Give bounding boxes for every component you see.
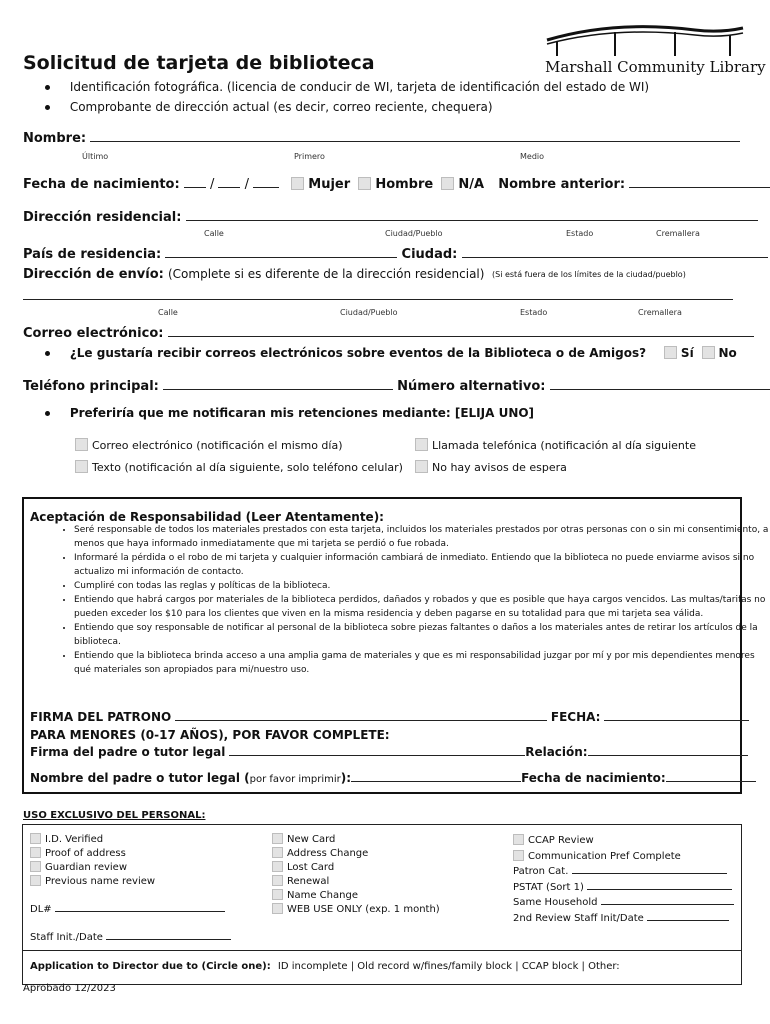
staff-check-label: New Card xyxy=(287,834,336,845)
requirement-text: Comprobante de dirección actual (es decir, correo reciente, chequera) xyxy=(69,100,493,114)
email-no-label: No xyxy=(718,346,737,360)
name-middle-label: Medio xyxy=(520,152,545,161)
notify-call-label: Llamada telefónica (notificación al día siguiente xyxy=(432,439,696,452)
alt-phone-label: Número alternativo: xyxy=(397,379,546,394)
email-yes-checkbox[interactable] xyxy=(664,346,677,359)
director-row xyxy=(22,950,742,985)
relation-field[interactable] xyxy=(588,754,748,756)
staff-init-label: Staff Init./Date xyxy=(30,932,103,943)
responsibility-item: • Entiendo que la biblioteca brinda acceso a una amplia gama de materiales y que es mi responsabilidad juzgar por mí y por mis dependientes menores qué materiales son apropiados para mi/nuestro uso. xyxy=(74,649,770,677)
staff-check-label: Address Change xyxy=(287,848,369,859)
name-last-label: Último xyxy=(82,152,109,161)
date-field[interactable] xyxy=(604,719,749,721)
staff-check-address-change[interactable] xyxy=(272,847,440,861)
dob-year-field[interactable] xyxy=(253,186,279,188)
staff-check-prev-name[interactable] xyxy=(30,875,155,889)
staff-check-label: WEB USE ONLY (exp. 1 month) xyxy=(287,904,440,915)
mailing-outside-note: (Si está fuera de los límites de la ciudad/pueblo) xyxy=(492,270,686,279)
dl-field[interactable] xyxy=(55,910,225,912)
country-field[interactable] xyxy=(165,256,397,258)
checkbox-icon[interactable] xyxy=(272,861,283,872)
notify-email-checkbox[interactable] xyxy=(75,438,88,451)
staff-init-field[interactable] xyxy=(106,938,231,940)
library-logo-graphic xyxy=(545,18,745,58)
responsibility-item: • Entiendo que soy responsable de notificar al personal de la biblioteca sobre piezas faltantes o daños a los materiales antes de retirar los artículos de la biblioteca. xyxy=(74,621,770,649)
notify-option-email[interactable] xyxy=(75,438,343,452)
guardian-name-label: Nombre del padre o tutor legal ( xyxy=(30,771,250,785)
staff-check-label: Guardian review xyxy=(45,862,127,873)
address-city-label: Ciudad/Pueblo xyxy=(385,229,443,238)
requirement-1 xyxy=(45,80,649,94)
name-field[interactable] xyxy=(90,140,740,142)
notify-question: Preferiría que me notificaran mis retenciones mediante: [ELIJA UNO] xyxy=(69,406,535,420)
staff-check-label: Name Change xyxy=(287,890,358,901)
notify-email-label: Correo electrónico (notificación el mismo día) xyxy=(92,439,343,452)
city-field[interactable] xyxy=(462,256,768,258)
mailing-zip-label: Cremallera xyxy=(638,308,682,317)
country-row xyxy=(23,247,768,262)
pstat-label: PSTAT (Sort 1) xyxy=(513,881,584,893)
requirement-2 xyxy=(45,100,493,114)
mailing-row xyxy=(23,267,484,282)
notify-text-label: Texto (notificación al día siguiente, solo teléfono celular) xyxy=(92,461,403,474)
address-row xyxy=(23,210,758,225)
relation-label: Relación: xyxy=(525,745,588,759)
staff-col2 xyxy=(272,833,440,917)
responsibility-item: • Informaré la pérdida o el robo de mi tarjeta y cualquier información cambiará de inmediato. Entiendo que la biblioteca no puede enviarme avisos si no actualizo mi información de contacto. xyxy=(74,551,770,579)
name-row xyxy=(23,131,740,146)
responsibility-item: • Entiendo que habrá cargos por materiales de la biblioteca perdidos, dañados y robados y que es posible que haya cargos vencidos. Las multas/tarifas no pueden exceder los $10 para los clientes que viven en la misma residencia y deben pagarse en su totalidad para que mi tarjeta sea válida. xyxy=(74,593,770,621)
second-review-field[interactable] xyxy=(647,919,729,921)
guardian-close-paren: ): xyxy=(340,771,352,785)
staff-check-label: Previous name review xyxy=(45,876,156,887)
staff-check-id[interactable] xyxy=(30,833,155,847)
email-question-row xyxy=(45,346,737,360)
bullet-icon xyxy=(45,351,50,356)
mujer-label: Mujer xyxy=(308,177,351,192)
second-review-row xyxy=(513,911,734,927)
staff-init-row xyxy=(30,932,231,943)
address-street-label: Calle xyxy=(204,229,224,238)
phone-row xyxy=(23,379,770,394)
country-label: País de residencia: xyxy=(23,247,162,262)
signature-row xyxy=(30,710,749,724)
bullet-icon xyxy=(45,105,50,110)
guardian-name-row xyxy=(30,771,756,785)
notify-none-checkbox[interactable] xyxy=(415,460,428,473)
checkbox-icon[interactable] xyxy=(272,889,283,900)
hombre-label: Hombre xyxy=(375,177,434,192)
staff-check-ccap[interactable] xyxy=(513,833,734,849)
patron-cat-label: Patron Cat. xyxy=(513,866,569,877)
mailing-street-label: Calle xyxy=(158,308,178,317)
staff-check-comm-pref[interactable] xyxy=(513,849,734,865)
bullet-icon xyxy=(45,85,50,90)
page-title: Solicitud de tarjeta de biblioteca xyxy=(23,52,375,74)
pstat-row xyxy=(513,880,734,896)
prev-name-label: Nombre anterior: xyxy=(498,177,626,192)
approved-date: Aprobado 12/2023 xyxy=(23,983,116,994)
mailing-city-label: Ciudad/Pueblo xyxy=(340,308,398,317)
bullet-icon xyxy=(45,411,50,416)
dob-label: Fecha de nacimiento: xyxy=(23,177,180,192)
same-household-row xyxy=(513,895,734,911)
address-label: Dirección residencial: xyxy=(23,210,182,225)
pstat-field[interactable] xyxy=(587,888,732,890)
na-label: N/A xyxy=(458,177,485,192)
staff-check-label: I.D. Verified xyxy=(45,834,104,845)
library-logo xyxy=(545,18,766,78)
guardian-dob-label: Fecha de nacimiento: xyxy=(521,771,666,785)
notify-option-text[interactable] xyxy=(75,460,403,474)
signature-label: FIRMA DEL PATRONO xyxy=(30,710,172,724)
prev-name-field[interactable] xyxy=(629,186,770,188)
signature-field[interactable] xyxy=(175,719,547,721)
checkbox-icon[interactable] xyxy=(30,833,41,844)
staff-check-name-change[interactable] xyxy=(272,889,440,903)
city-label: Ciudad: xyxy=(401,247,458,262)
phone-label: Teléfono principal: xyxy=(23,379,159,394)
patron-cat-field[interactable] xyxy=(572,872,727,874)
email-yes-label: Sí xyxy=(680,346,694,360)
checkbox-icon[interactable] xyxy=(513,834,524,845)
second-review-label: 2nd Review Staff Init/Date xyxy=(513,912,644,924)
dl-label: DL# xyxy=(30,904,52,915)
checkbox-icon[interactable] xyxy=(30,861,41,872)
guardian-name-field[interactable] xyxy=(351,780,521,782)
email-question: ¿Le gustaría recibir correos electrónicos sobre eventos de la Biblioteca o de Amigos? xyxy=(69,346,647,360)
staff-col3 xyxy=(513,833,734,926)
same-household-label: Same Household xyxy=(513,897,598,908)
checkbox-icon[interactable] xyxy=(272,903,283,914)
staff-check-web-use[interactable] xyxy=(272,903,440,917)
minors-label: PARA MENORES (0-17 AÑOS), POR FAVOR COMPLETE: xyxy=(30,728,390,742)
dl-row xyxy=(30,904,225,915)
checkbox-icon[interactable] xyxy=(30,875,41,886)
checkbox-icon[interactable] xyxy=(30,847,41,858)
responsibility-item: • Cumpliré con todas las reglas y políticas de la biblioteca. xyxy=(74,579,770,593)
address-zip-label: Cremallera xyxy=(656,229,700,238)
dob-row: Fecha de nacimiento: / / Mujer Hombre N/A Nombre anterior: xyxy=(23,177,770,192)
staff-title: USO EXCLUSIVO DEL PERSONAL: xyxy=(23,810,206,821)
guardian-sig-row xyxy=(30,745,748,759)
same-household-field[interactable] xyxy=(601,903,734,905)
email-row xyxy=(23,326,754,341)
staff-check-label: CCAP Review xyxy=(528,835,594,846)
dob-day-field[interactable] xyxy=(218,186,240,188)
requirement-text: Identificación fotográfica. (licencia de conducir de WI, tarjeta de identificación del estado de WI) xyxy=(69,80,650,94)
dob-month-field[interactable] xyxy=(184,186,206,188)
mailing-state-label: Estado xyxy=(520,308,548,317)
notify-option-none[interactable] xyxy=(415,460,567,474)
staff-check-label: Renewal xyxy=(287,876,330,887)
mujer-checkbox[interactable] xyxy=(291,177,304,190)
guardian-print-note: por favor imprimir xyxy=(249,774,341,785)
staff-check-new-card[interactable] xyxy=(272,833,440,847)
guardian-sig-label: Firma del padre o tutor legal xyxy=(30,745,226,759)
notify-none-label: No hay avisos de espera xyxy=(432,461,567,474)
library-name: Marshall Community Library xyxy=(545,58,766,76)
checkbox-icon[interactable] xyxy=(272,833,283,844)
date-label: FECHA: xyxy=(550,710,601,724)
email-field[interactable] xyxy=(168,335,754,337)
checkbox-icon[interactable] xyxy=(272,875,283,886)
responsibility-item: • Seré responsable de todos los materiales prestados con esta tarjeta, incluidos los materiales prestados por otras personas con o sin mi consentimiento, a menos que haya informado inmediatamente que mi tarjeta se perdió o fue robada. xyxy=(74,523,770,551)
staff-check-lost-card[interactable] xyxy=(272,861,440,875)
notify-option-call[interactable] xyxy=(415,438,696,452)
mailing-note: (Complete si es diferente de la dirección residencial) xyxy=(167,267,485,281)
mailing-field[interactable] xyxy=(23,299,733,300)
staff-check-proof[interactable] xyxy=(30,847,155,861)
mailing-label: Dirección de envío: xyxy=(23,267,164,282)
phone-field[interactable] xyxy=(163,388,393,390)
director-options: ID incomplete | Old record w/fines/family block | CCAP block | Other: xyxy=(277,961,620,972)
checkbox-icon[interactable] xyxy=(513,850,524,861)
staff-check-renewal[interactable] xyxy=(272,875,440,889)
na-checkbox[interactable] xyxy=(441,177,454,190)
notify-question-row xyxy=(45,406,534,420)
staff-check-guardian[interactable] xyxy=(30,861,155,875)
director-label: Application to Director due to (Circle one): xyxy=(30,961,271,972)
name-first-label: Primero xyxy=(294,152,325,161)
email-no-checkbox[interactable] xyxy=(702,346,715,359)
notify-call-checkbox[interactable] xyxy=(415,438,428,451)
staff-check-label: Communication Pref Complete xyxy=(528,850,681,862)
alt-phone-field[interactable] xyxy=(550,388,770,390)
guardian-dob-field[interactable] xyxy=(666,780,756,782)
address-state-label: Estado xyxy=(566,229,594,238)
responsibility-box xyxy=(22,497,769,794)
hombre-checkbox[interactable] xyxy=(358,177,371,190)
notify-text-checkbox[interactable] xyxy=(75,460,88,473)
patron-cat-row xyxy=(513,864,734,880)
name-label: Nombre: xyxy=(23,131,87,146)
checkbox-icon[interactable] xyxy=(272,847,283,858)
staff-col1 xyxy=(30,833,155,889)
staff-check-label: Proof of address xyxy=(45,848,126,859)
responsibility-list xyxy=(32,523,770,677)
guardian-sig-field[interactable] xyxy=(229,754,525,756)
responsibility-title: Aceptación de Responsabilidad (Leer Atentamente): xyxy=(30,510,384,524)
address-field[interactable] xyxy=(186,219,758,221)
staff-check-label: Lost Card xyxy=(287,862,335,873)
email-label: Correo electrónico: xyxy=(23,326,164,341)
